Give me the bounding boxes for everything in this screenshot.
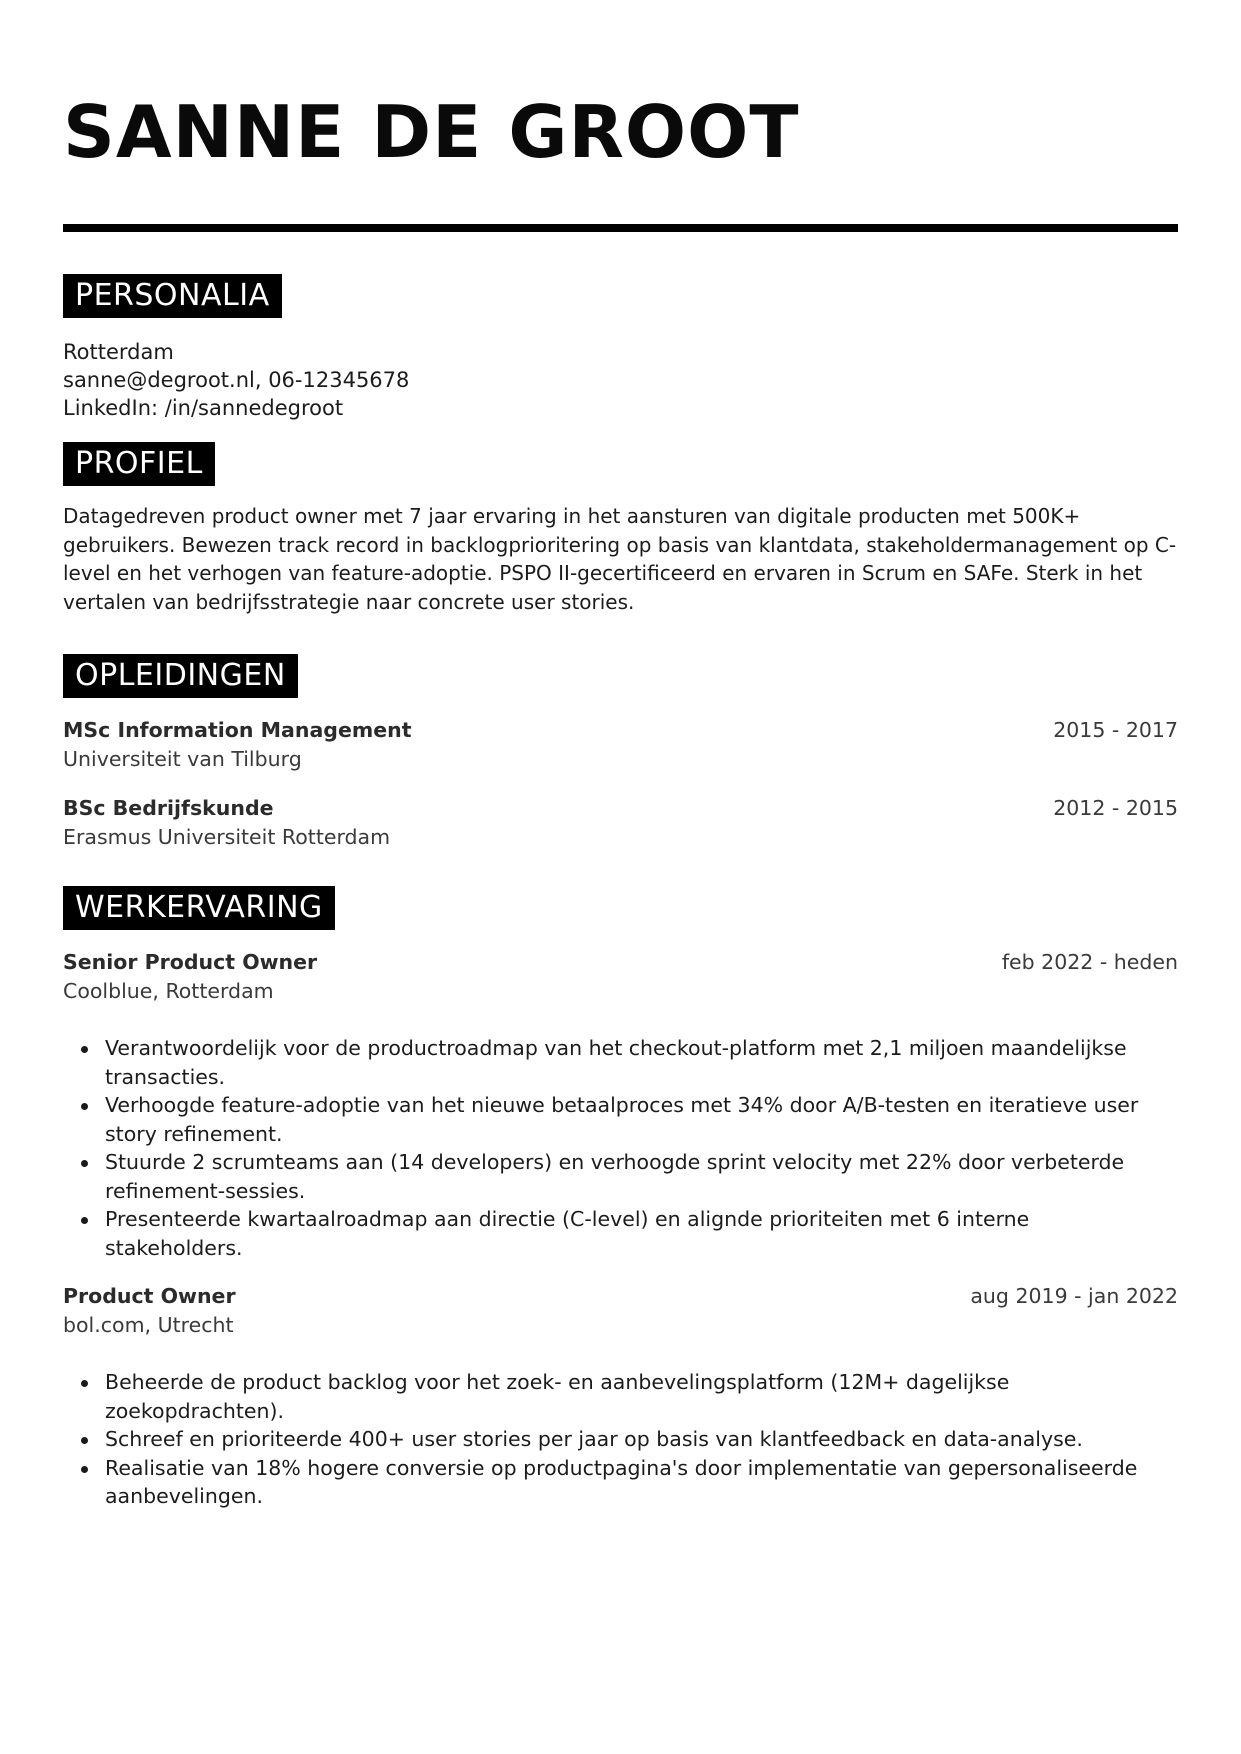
work-experience-list (63, 948, 1178, 1511)
candidate-name: SANNE DE GROOT (63, 90, 800, 174)
job-bullet: Stuurde 2 scrumteams aan (14 developers) en verhoogde sprint velocity met 22% door verbeterde refinement-sessies. (105, 1148, 1178, 1205)
job-dates: feb 2022 - heden (1001, 950, 1178, 974)
contact-email-phone: sanne@degroot.nl, 06-12345678 (63, 368, 410, 392)
job-entry (63, 1282, 1178, 1511)
education-item-header (63, 794, 1178, 823)
job-title: Product Owner (63, 1284, 236, 1308)
contact-linkedin: LinkedIn: /in/sannedegroot (63, 396, 344, 420)
job-bullet-list (63, 1368, 1178, 1511)
job-header (63, 948, 1178, 977)
education-institution: Universiteit van Tilburg (63, 747, 302, 771)
education-item (63, 716, 1178, 774)
education-dates: 2015 - 2017 (1053, 718, 1178, 742)
contact-block (63, 338, 1178, 422)
job-bullet: Verantwoordelijk voor de productroadmap van het checkout-platform met 2,1 miljoen maandelijkse transacties. (105, 1034, 1178, 1091)
education-list (63, 716, 1178, 852)
profile-summary: Datagedreven product owner met 7 jaar ervaring in het aansturen van digitale producten met 500K+ gebruikers. Bewezen track record in backlogprioritering op basis van klantdata, stakeholdermanagement op C-level en het verhogen van feature-adoptie. PSPO II-gecertificeerd en ervaren in Scrum en SAFe. Sterk in het vertalen van bedrijfsstrategie naar concrete user stories. (63, 504, 1177, 614)
header-divider (63, 224, 1178, 232)
job-bullet: Schreef en prioriteerde 400+ user stories per jaar op basis van klantfeedback en data-analyse. (105, 1425, 1178, 1454)
contact-city: Rotterdam (63, 340, 174, 364)
job-dates: aug 2019 - jan 2022 (970, 1284, 1178, 1308)
job-entry (63, 948, 1178, 1262)
education-title: MSc Information Management (63, 718, 412, 742)
job-bullet: Realisatie van 18% hogere conversie op productpagina's door implementatie van gepersonaliseerde aanbevelingen. (105, 1454, 1178, 1511)
job-company: bol.com, Utrecht (63, 1313, 234, 1337)
job-header (63, 1282, 1178, 1311)
section-label-werkervaring: WERKERVARING (63, 886, 335, 930)
job-bullet: Verhoogde feature-adoptie van het nieuwe betaalproces met 34% door A/B-testen en iteratieve user story refinement. (105, 1091, 1178, 1148)
education-item (63, 794, 1178, 852)
education-title: BSc Bedrijfskunde (63, 796, 274, 820)
job-title: Senior Product Owner (63, 950, 318, 974)
section-label-opleidingen: OPLEIDINGEN (63, 654, 298, 698)
education-institution: Erasmus Universiteit Rotterdam (63, 825, 391, 849)
job-company: Coolblue, Rotterdam (63, 979, 274, 1003)
job-bullet: Beheerde de product backlog voor het zoek- en aanbevelingsplatform (12M+ dagelijkse zoekopdrachten). (105, 1368, 1178, 1425)
section-label-personalia: PERSONALIA (63, 274, 282, 318)
job-bullet-list (63, 1034, 1178, 1262)
job-bullet: Presenteerde kwartaalroadmap aan directie (C-level) en alignde prioriteiten met 6 interne stakeholders. (105, 1205, 1178, 1262)
education-dates: 2012 - 2015 (1053, 796, 1178, 820)
section-label-profiel: PROFIEL (63, 442, 215, 486)
education-item-header (63, 716, 1178, 745)
